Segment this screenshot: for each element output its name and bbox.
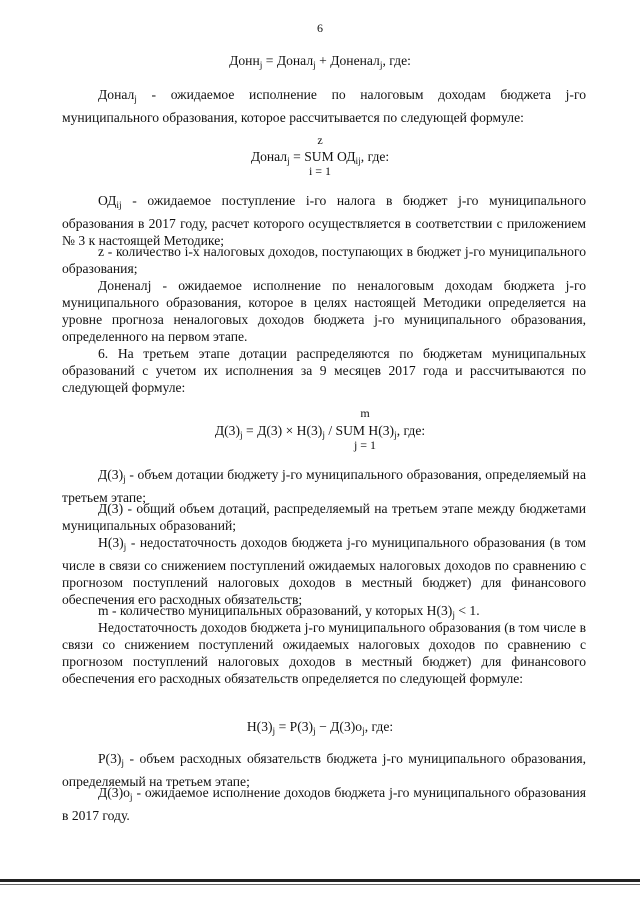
paragraph-h3j: $Н(3)_j$ - недостаточность доходов бюджета j-го муниципального образования (в том числе в связи со снижением поступлений ожидаемых налоговых доходов по сравнению с прогнозом поступлений налоговых доходов в местный бюджет) для финансового обеспечения его расходных обязательств; xyxy=(62,535,586,607)
formula-donn: Донн$_j$ = Донал$_j$ + Доненал$_j$, где: xyxy=(229,53,411,71)
paragraph-z: z - количество i-х налоговых доходов, поступающих в бюджет j-го муниципального образования; xyxy=(62,244,586,276)
formula-d3j: $Д(3)_j = Д(3) \times Н(3)_j$ / SUM $Н(3)_j$, где: xyxy=(214,423,426,441)
formula-h3j: $Н(3)_j = Р(3)_j - Д(3)о_j$, где: xyxy=(246,719,394,737)
formula-donal: Донал$_j$ = SUM $ОД_{ij}$, где: xyxy=(250,149,390,167)
formula-d3j-lower-limit: j = 1 xyxy=(353,438,377,452)
page-number: 6 xyxy=(317,21,323,35)
paragraph-stage-6: 6. На третьем этапе дотации распределяются по бюджетам муниципальных образований с учетом их исполнения за 9 месяцев 2017 года и рассчитываются по следующей формуле: xyxy=(62,346,586,395)
paragraph-od: $ОД_{ij}$ - ожидаемое поступление i-го налога в бюджет j-го муниципального образования в 2017 году, расчет которого осуществляется в соответствии с приложением № 3 к настоящей Методике; xyxy=(62,193,586,248)
paragraph-d3: Д(3) - общий объем дотаций, распределяемый на третьем этапе между бюджетами муниципальных образований; xyxy=(62,501,586,533)
paragraph-p3j: $Р(3)_j$ - объем расходных обязательств бюджета j-го муниципального образования, определяемый на третьем этапе; xyxy=(62,751,586,789)
paragraph-donal: Донал$_j$ - ожидаемое исполнение по налоговым доходам бюджета j-го муниципального образования, которое рассчитывается по следующей формуле: xyxy=(62,87,586,125)
paragraph-m: m - количество муниципальных образований, у которых $Н(3)_j < 1$. xyxy=(98,603,480,621)
paragraph-doneal: Доненалj - ожидаемое исполнение по неналоговым доходам бюджета j-го муниципального образования, которое в целях настоящей Методики определяется на уровне прогноза неналоговых доходов бюджета j-го муниципального образования, определенного на первом этапе. xyxy=(62,278,586,344)
paragraph-d3j: $Д(3)_j$ - объем дотации бюджету j-го муниципального образования, определяемый на третьем этапе; xyxy=(62,467,586,505)
bottom-rule-thin xyxy=(0,884,640,885)
paragraph-d3oj: $Д(3)о_j$ - ожидаемое исполнение доходов бюджета j-го муниципального образования в 2017 году. xyxy=(62,785,586,823)
bottom-rule xyxy=(0,879,640,882)
formula-donal-lower-limit: i = 1 xyxy=(308,164,332,178)
paragraph-insufficiency: Недостаточность доходов бюджета j-го муниципального образования (в том числе в связи со снижением поступлений ожидаемых налоговых доходов по сравнению с прогнозом поступлений налоговых доходов в местный бюджет) для финансового обеспечения его расходных обязательств определяется по следующей формуле: xyxy=(62,620,586,686)
formula-donal-upper-limit: z xyxy=(317,133,323,147)
formula-d3j-upper-limit: m xyxy=(360,406,370,420)
